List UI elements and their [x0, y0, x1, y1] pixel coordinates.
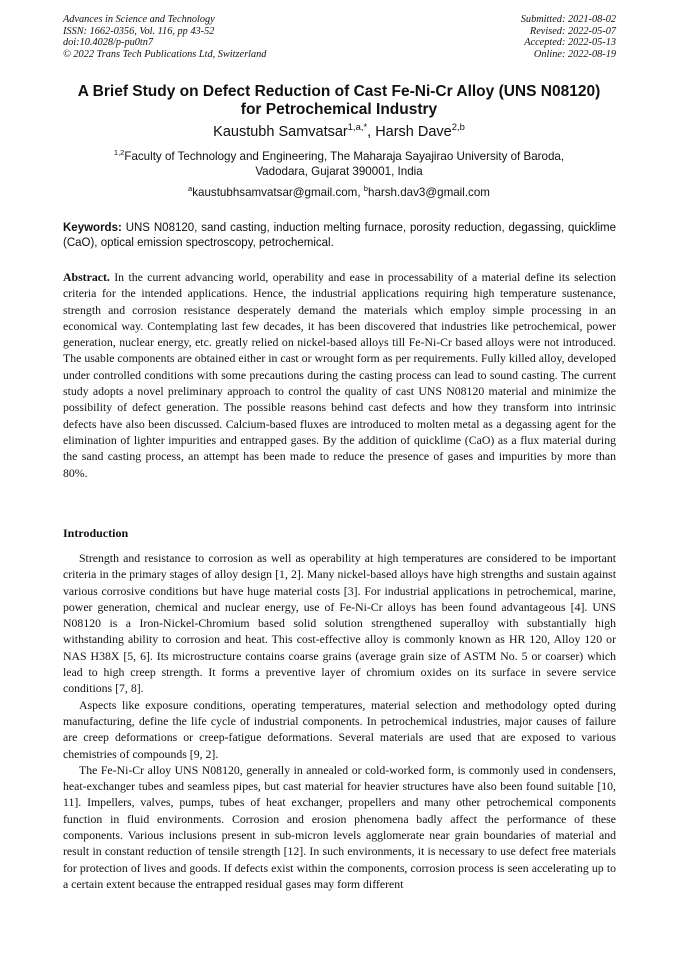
author-1: Kaustubh Samvatsar: [213, 124, 348, 140]
email-a: kaustubhsamvatsar@gmail.com,: [192, 186, 364, 199]
abstract-text: In the current advancing world, operability and ease in processability of a material define its selection criteria for the intended applications. Hence, the industrial applications requiring high temperature sustenance, strength and corrosion resistance desperately demand the materials which employ simple processing in an economical way. Contemplating last few decades, it has been discovered that industries like petrochemical, power generation, nuclear energy, etc. greatly relied on nickel-based alloys till Fe-Ni-Cr based alloys were not introduced. The usable components are obtained either in cast or wrought form as per requirements. Fully killed alloy, developed under controlled conditions with some precautions during the casting process can lead to sound casting. The current study adopts a novel preliminary approach to control the quality of cast UNS N08120 material and minimize the possibility of defect generation. The possible reasons behind cast defects and how they transform into intrinsic defects have also been discussed. Calcium-based fluxes are introduced to molten metal as a degassing agent for the elimination of lighter impurities and entrapped gases. By the addition of quicklime (CaO) as a flux material during the sand casting process, an attempt has been made to reduce the presence of gases and impurities by more than 80%.: [63, 270, 616, 480]
keywords-label: Keywords:: [63, 222, 122, 234]
author-2-affiliation: 2,b: [451, 121, 465, 133]
email-a-marker: a: [188, 184, 193, 194]
introduction-body: [63, 550, 616, 892]
title-line-1: A Brief Study on Defect Reduction of Cast Fe-Ni-Cr Alloy (UNS N08120): [77, 83, 601, 100]
author-2: Harsh Dave: [375, 124, 452, 140]
paragraph: The Fe-Ni-Cr alloy UNS N08120, generally in annealed or cold-worked form, is commonly used in condensers, heat-exchanger tubes and seamless pipes, but cast material for heavier structures have also been found suitable [10, 11]. Impellers, valves, pumps, tubes of heat exchanger, propellers and many other petrochemical components function in fluid environments. Corrosion and erosion phenomena badly affect the performance of these components. Various inclusions present in sub-micron levels agglomerate near grain boundaries of material and result in constant reduction of tensile strength [12]. In such environments, it is necessary to use defect free materials for protection of lives and goods. If defects exist within the components, corrosion process is seen accelerating up to a certain extent because the entrapped residual gases may form different: [63, 762, 616, 891]
author-1-affiliation: 1,a,*: [347, 121, 368, 133]
online-date: Online: 2022-08-19: [533, 48, 616, 60]
submission-dates: [521, 14, 616, 60]
affiliation-line-2: Vadodara, Gujarat 390001, India: [255, 164, 423, 178]
journal-info: [63, 14, 266, 60]
author-separator: ,: [367, 124, 376, 140]
affiliation: [60, 150, 618, 179]
submitted-date: Submitted: 2021-08-02: [520, 14, 616, 25]
doi: doi:10.4028/p-pu0tn7: [63, 37, 154, 48]
keywords: [63, 221, 616, 250]
abstract: [63, 269, 616, 481]
issn: ISSN: 1662-0356, Vol. 116, pp 43-52: [63, 25, 215, 37]
revised-date: Revised: 2022-05-07: [529, 25, 616, 37]
email-b: harsh.dav3@gmail.com: [368, 186, 490, 199]
email-b-marker: b: [363, 184, 368, 194]
affiliation-marker: 1,2: [113, 148, 125, 158]
paragraph: Strength and resistance to corrosion as well as operability at high temperatures are considered to be important criteria in the primary stages of alloy design [1, 2]. Many nickel-based alloys have high strengths and sustain against various corrosive conditions but have huge material costs [3]. For industrial applications in petrochemical, marine, power generation, chemical and nuclear energy, use of Fe-Ni-Cr alloys has been found advantageous [4]. UNS N08120 is a Iron-Nickel-Chromium based solid solution strengthened superalloy with substantially high withstanding ability to corrosion and heat. This cost-effective alloy is commonly known as HR 120, Alloy 120 or NAS H38X [5, 6]. Its microstructure contains coarse grains (average grain size of ASTM No. 5 or coarser) which lead to high creep strength. It forms a preventive layer of chromium oxides on its surface in severe service conditions [7, 8].: [63, 551, 616, 696]
author-emails: [60, 186, 618, 200]
title-line-2: for Petrochemical Industry: [240, 101, 438, 118]
paper-title: [40, 83, 638, 119]
keywords-text: UNS N08120, sand casting, induction melting furnace, porosity reduction, degassing, quicklime (CaO), optical emission spectroscopy, petrochemical.: [63, 222, 616, 249]
copyright: © 2022 Trans Tech Publications Ltd, Switzerland: [63, 48, 267, 60]
accepted-date: Accepted: 2022-05-13: [524, 37, 616, 48]
section-heading-introduction: Introduction: [63, 526, 129, 540]
abstract-label: Abstract.: [63, 270, 110, 284]
affiliation-line-1: Faculty of Technology and Engineering, The Maharaja Sayajirao University of Baroda,: [124, 150, 565, 163]
journal-name: Advances in Science and Technology: [63, 14, 215, 25]
paragraph: Aspects like exposure conditions, operating temperatures, material selection and methodology opted during manufacturing, define the life cycle of industrial components. In petrochemical industries, major causes of failure are creep deformations or creep-fatigue deformations. Several materials are used that are exposed to various chemistries of compounds [9, 2].: [63, 697, 616, 761]
author-list: [40, 123, 638, 141]
